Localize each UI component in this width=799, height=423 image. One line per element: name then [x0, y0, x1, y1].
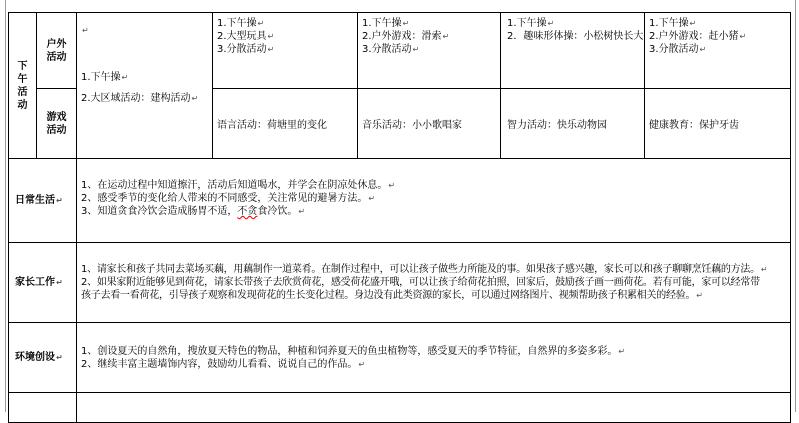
col1-line-2: 2.大区域活动：建构活动↵: [81, 93, 199, 104]
environment-label: 环境创设↵: [9, 323, 77, 393]
outdoor-label: 户外 活动: [37, 13, 77, 89]
game-label: 游戏 活动: [37, 89, 77, 159]
outdoor-cell-3: 1.下午操↵ 2．趣味形体操：小松树快长大: [501, 13, 645, 89]
game-cell-3: 智力活动：快乐动物园: [501, 89, 645, 159]
next-row-content-cell: [77, 393, 791, 423]
parents-work-label: 家长工作↵: [9, 243, 77, 323]
daily-life-label: 日常生活↵: [9, 159, 77, 243]
col1-line-1: 1.下午操↵: [81, 72, 129, 83]
environment-content: 1、创设夏天的自然角，搜放夏天特色的物品，种植和饲养夏天的鱼虫植物等，感受夏天的季节特征，自然界的多姿多彩。↵ 2、继续丰富主题墙饰内容，鼓励幼儿看看、说说自己的作品。↵: [77, 323, 791, 393]
game-cell-1: 语言活动：荷塘里的变化: [213, 89, 358, 159]
parents-work-content: 1、请家长和孩子共同去菜场买藕，用藕制作一道菜肴。在制作过程中，可以让孩子做些力所能及的事。如果孩子感兴趣，家长可以和孩子聊聊烹饪藕的方法。↵ 2、如果家附近能够见到荷花，请家长带孩子去欣赏荷花，感受荷花盛开哦，可以让孩子给荷花拍照，回家后，鼓励孩子画一画荷花。若有可能，家可以经常带 孩子去看一看荷花，引导孩子观察和发现荷花的生长变化过程。身边没有此类资源的家长，可以通过网络图片、视频帮助孩子积累相关的经验。↵: [77, 243, 791, 323]
row-parents-work: [9, 243, 791, 323]
outdoor-cell-4: 1.下午操↵ 2.户外游戏：赶小猪↵ 3.分散活动↵: [645, 13, 791, 89]
row-next-partial: [9, 393, 791, 423]
afternoon-col1-cell: ↵ 1.下午操↵ 2.大区域活动：建构活动↵: [77, 13, 213, 159]
row-environment: [9, 323, 791, 393]
row-daily-life: [9, 159, 791, 243]
weekly-plan-table: [8, 12, 791, 423]
game-cell-2: 音乐活动：小小歌唱家: [358, 89, 501, 159]
game-cell-4: 健康教育：保护牙齿: [645, 89, 791, 159]
outdoor-cell-2: 1.下午操↵ 2.户外游戏：滑索↵ 3.分散活动↵: [358, 13, 501, 89]
outdoor-cell-1: 1.下午操↵ 2.大型玩具↵ 3.分散活动↵: [213, 13, 358, 89]
spellcheck-underline: 不贪: [237, 206, 258, 217]
daily-life-content: 1、在运动过程中知道擦汗，活动后知道喝水，并学会在阴凉处休息。↵ 2、感受季节的变化给人带来的不同感受，关注常见的避暑方法。↵ 3、知道贪食冷饮会造成肠胃不适，不贪食冷饮。↵: [77, 159, 791, 243]
next-row-label-cell: [9, 393, 77, 423]
row-afternoon-outdoor: [9, 13, 791, 89]
afternoon-label: 下 午 活 动: [9, 13, 37, 159]
